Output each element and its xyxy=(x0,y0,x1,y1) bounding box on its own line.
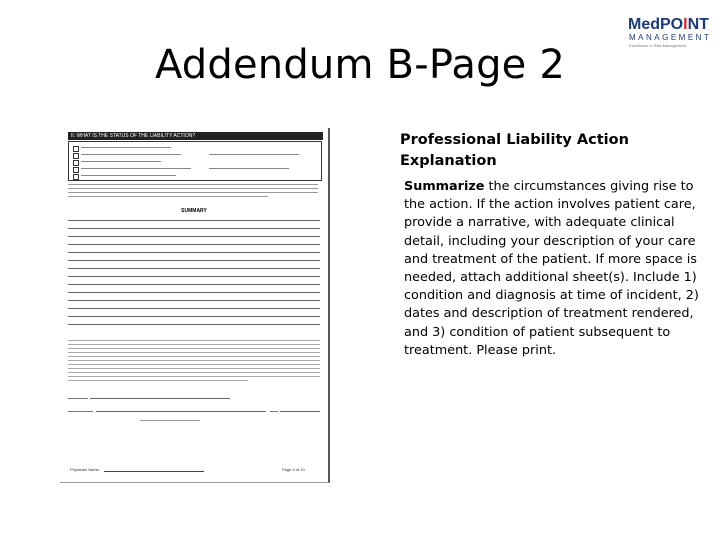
status-checkbox xyxy=(73,160,79,166)
doc-footer-left: Physician Name: xyxy=(70,467,101,472)
explanation-text: the circumstances giving rise to the action. If the action involves patient care, provide a narrative, with adequate clinical detail, including your description of your care and treatment of the patient. If more space is needed, attach additional sheet(s). Include 1) condition and diagnosis at time of incident, 2) dates and description of treatment rendered, and 3) condition of patient subsequent to treatment. Please print. xyxy=(404,179,699,358)
slide-title: Addendum B-Page 2 xyxy=(154,42,566,88)
explanation-body xyxy=(400,178,700,360)
medpoint-logo xyxy=(628,16,710,50)
status-checkbox xyxy=(73,167,79,173)
explanation-panel xyxy=(400,130,700,360)
doc-status-checkbox-box xyxy=(68,141,322,181)
doc-section-header: II. WHAT IS THE STATUS OF THE LIABILITY ACTION? xyxy=(68,132,323,140)
status-checkbox xyxy=(73,174,79,180)
status-checkbox xyxy=(73,146,79,152)
doc-summary-label: SUMMARY xyxy=(181,208,207,214)
doc-footer-right: Page 4 of 10 xyxy=(282,467,305,472)
document-page-thumbnail xyxy=(60,128,330,483)
logo-brand: MedPOINT xyxy=(628,16,709,33)
status-checkbox xyxy=(73,153,79,159)
logo-subtitle: MANAGEMENT xyxy=(629,33,712,42)
explanation-title: Professional Liability Action Explanation xyxy=(400,132,629,169)
logo-tagline: Excellence in Risk Management xyxy=(629,43,686,48)
explanation-lead-word: Summarize xyxy=(404,179,485,194)
